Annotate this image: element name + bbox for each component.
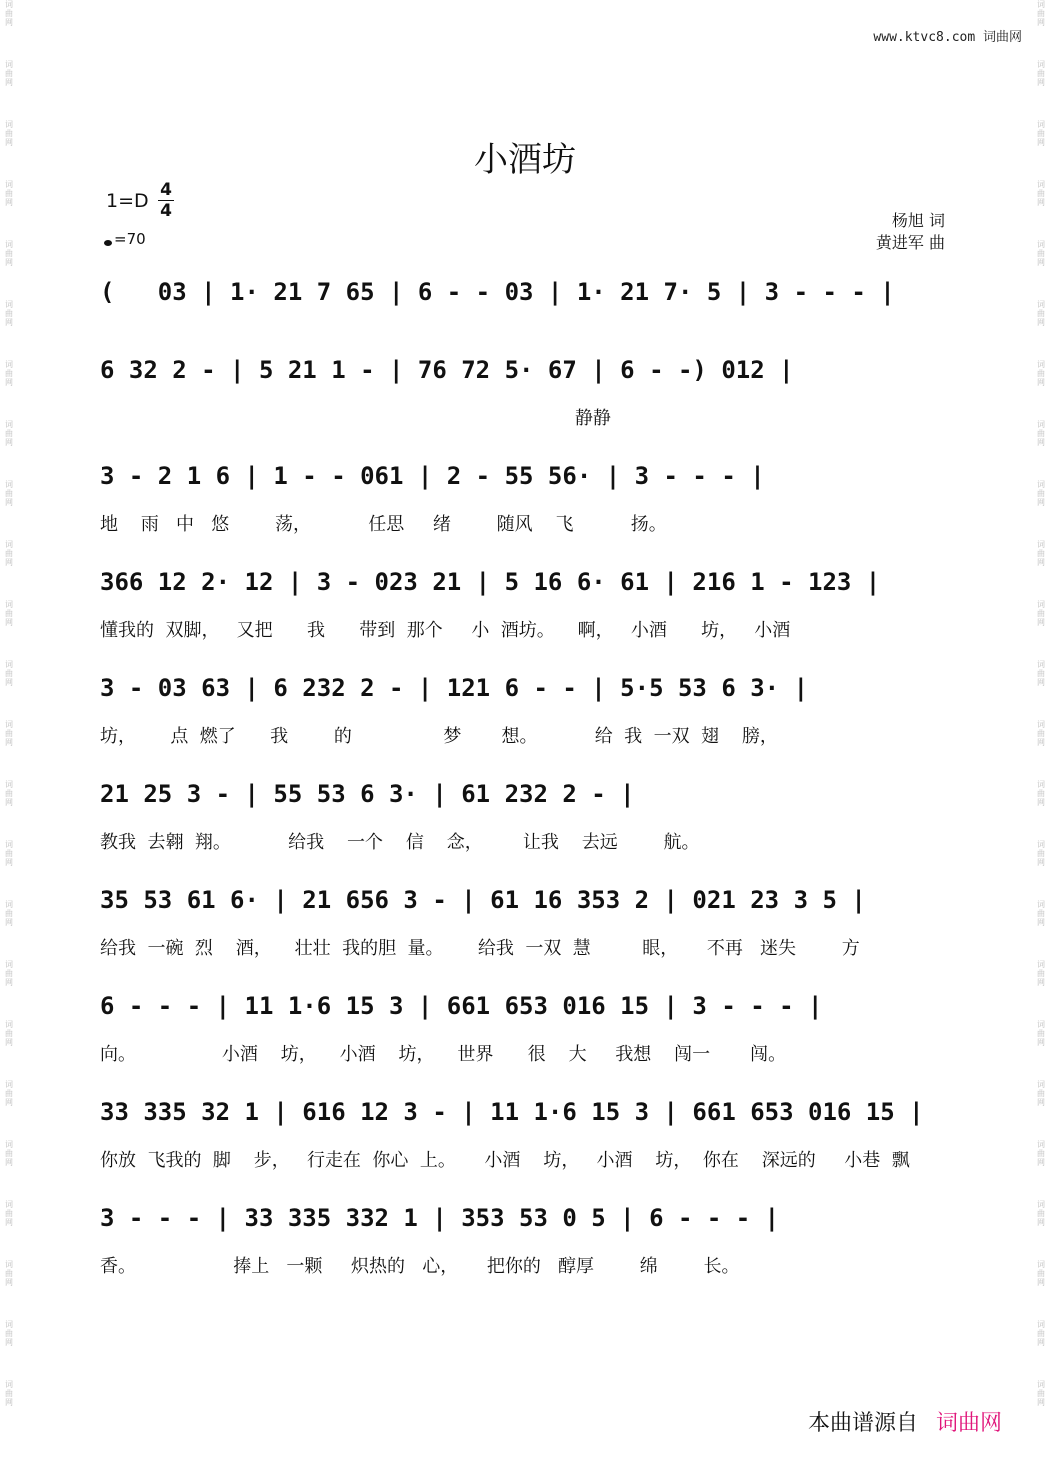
score-system-4 <box>100 562 950 642</box>
key-signature: 1=D <box>106 190 149 212</box>
time-signature-bottom: 4 <box>160 201 172 221</box>
watermark-char: 网 <box>5 78 13 87</box>
watermark-char: 曲 <box>5 1329 13 1338</box>
watermark-char: 词 <box>5 300 13 309</box>
lyrics-line: 向。 小酒 坊， 小酒 坊， 世界 很 大 我想 闯一 闯。 <box>100 1044 787 1065</box>
watermark-char: 曲 <box>5 789 13 798</box>
watermark-char: 曲 <box>1037 849 1045 858</box>
watermark-char: 词 <box>5 600 13 609</box>
watermark-char: 词 <box>5 60 13 69</box>
watermark-char: 词 <box>1037 1260 1045 1269</box>
watermark-char: 曲 <box>5 189 13 198</box>
watermark-char: 网 <box>1037 858 1045 867</box>
watermark-char: 词 <box>1037 420 1045 429</box>
watermark-mark <box>2 300 16 327</box>
watermark-char: 曲 <box>5 9 13 18</box>
watermark-char: 曲 <box>5 669 13 678</box>
watermark-char: 网 <box>5 1278 13 1287</box>
score-system-3 <box>100 456 950 536</box>
watermark-mark <box>2 900 16 927</box>
watermark-char: 曲 <box>5 849 13 858</box>
watermark-char: 网 <box>5 1338 13 1347</box>
watermark-char: 曲 <box>5 909 13 918</box>
watermark-mark <box>2 1320 16 1347</box>
watermark-mark <box>2 180 16 207</box>
tempo-value: =70 <box>114 230 146 248</box>
watermark-char: 网 <box>1037 138 1045 147</box>
watermark-char: 词 <box>1037 960 1045 969</box>
watermark-char: 词 <box>5 120 13 129</box>
watermark-char: 曲 <box>1037 729 1045 738</box>
watermark-char: 网 <box>5 378 13 387</box>
watermark-char: 网 <box>5 18 13 27</box>
notation-line: 21 25 3 - | 55 53 6 3· | 61 232 2 - | <box>100 780 635 808</box>
watermark-char: 词 <box>1037 1020 1045 1029</box>
watermark-mark <box>2 660 16 687</box>
score-system-9 <box>100 1092 950 1172</box>
watermark-mark <box>2 600 16 627</box>
watermark-char: 曲 <box>1037 1209 1045 1218</box>
watermark-mark <box>2 1260 16 1287</box>
lyrics-line: 香。 捧上 一颗 炽热的 心， 把你的 醇厚 绵 长。 <box>100 1256 740 1277</box>
notation-line: 366 12 2· 12 | 3 - 023 21 | 5 16 6· 61 | 216 1 - 123 | <box>100 568 881 596</box>
source-label: 本曲谱源自 <box>807 1411 918 1436</box>
tempo-marking <box>104 230 146 248</box>
watermark-char: 词 <box>1037 120 1045 129</box>
watermark-char: 词 <box>1037 660 1045 669</box>
notation-line: 3 - 03 63 | 6 232 2 - | 121 6 - - | 5·5 53 6 3· | <box>100 674 809 702</box>
watermark-char: 词 <box>5 960 13 969</box>
notation-line: 33 335 32 1 | 616 12 3 - | 11 1·6 15 3 | 661 653 016 15 | <box>100 1098 924 1126</box>
watermark-char: 词 <box>1037 900 1045 909</box>
watermark-mark <box>2 0 16 27</box>
watermark-char: 词 <box>5 420 13 429</box>
watermark-char: 网 <box>5 738 13 747</box>
watermark-char: 网 <box>5 978 13 987</box>
score-system-8 <box>100 986 950 1066</box>
notation-line: 6 32 2 - | 5 21 1 - | 76 72 5· 67 | 6 - -) 012 | <box>100 356 794 384</box>
composer-credit: 黄进军 曲 <box>875 233 945 252</box>
watermark-char: 曲 <box>5 489 13 498</box>
watermark-char: 网 <box>1037 1278 1045 1287</box>
watermark-char: 词 <box>5 360 13 369</box>
notation-line: ( 03 | 1· 21 7 65 | 6 - - 03 | 1· 21 7· 5 | 3 - - - | <box>100 278 895 306</box>
watermark-char: 曲 <box>1037 1149 1045 1158</box>
watermark-mark <box>2 1380 16 1407</box>
watermark-mark <box>1034 420 1048 447</box>
watermark-char: 词 <box>1037 1200 1045 1209</box>
website-url[interactable]: www.ktvc8.com 词曲网 <box>873 30 1022 45</box>
watermark-char: 曲 <box>1037 189 1045 198</box>
watermark-char: 曲 <box>5 249 13 258</box>
watermark-char: 曲 <box>1037 429 1045 438</box>
watermark-char: 词 <box>5 900 13 909</box>
song-title: 小酒坊 <box>474 140 576 180</box>
watermark-char: 曲 <box>1037 129 1045 138</box>
watermark-char: 曲 <box>5 429 13 438</box>
watermark-char: 网 <box>1037 918 1045 927</box>
notation-line: 6 - - - | 11 1·6 15 3 | 661 653 016 15 | 3 - - - | <box>100 992 823 1020</box>
watermark-char: 网 <box>5 438 13 447</box>
watermark-mark <box>2 360 16 387</box>
watermark-char: 网 <box>1037 258 1045 267</box>
watermark-char: 词 <box>5 1320 13 1329</box>
watermark-char: 网 <box>5 1218 13 1227</box>
watermark-char: 词 <box>5 660 13 669</box>
watermark-mark <box>2 60 16 87</box>
watermark-char: 词 <box>5 1260 13 1269</box>
watermark-mark <box>1034 780 1048 807</box>
score-system-5 <box>100 668 950 748</box>
lyrics-line: 给我 一碗 烈 酒， 壮壮 我的胆 量。 给我 一双 慧 眼， 不再 迷失 方 <box>100 938 860 959</box>
watermark-char: 曲 <box>1037 1089 1045 1098</box>
watermark-mark <box>1034 1200 1048 1227</box>
lyrics-line: 地 雨 中 悠 荡， 任思 绪 随风 飞 扬。 <box>100 514 667 535</box>
watermark-char: 曲 <box>5 609 13 618</box>
watermark-char: 词 <box>1037 1380 1045 1389</box>
watermark-char: 词 <box>1037 180 1045 189</box>
watermark-char: 曲 <box>1037 549 1045 558</box>
score-system-6 <box>100 774 950 854</box>
score-system-7 <box>100 880 950 960</box>
watermark-char: 曲 <box>1037 249 1045 258</box>
watermark-mark <box>1034 360 1048 387</box>
watermark-char: 词 <box>1037 840 1045 849</box>
watermark-char: 网 <box>1037 438 1045 447</box>
credits <box>876 210 945 254</box>
watermark-char: 曲 <box>1037 669 1045 678</box>
watermark-char: 网 <box>5 258 13 267</box>
watermark-char: 词 <box>1037 60 1045 69</box>
watermark-char: 曲 <box>1037 1329 1045 1338</box>
watermark-mark <box>2 240 16 267</box>
watermark-char: 曲 <box>5 69 13 78</box>
watermark-char: 词 <box>1037 1320 1045 1329</box>
notation-line: 3 - - - | 33 335 332 1 | 353 53 0 5 | 6 - - - | <box>100 1204 780 1232</box>
watermark-mark <box>2 780 16 807</box>
watermark-mark <box>1034 240 1048 267</box>
watermark-char: 曲 <box>5 1389 13 1398</box>
watermark-char: 曲 <box>5 1149 13 1158</box>
time-signature-top: 4 <box>160 180 172 200</box>
watermark-char: 网 <box>1037 978 1045 987</box>
watermark-char: 词 <box>1037 360 1045 369</box>
lyrics-line: 懂我的 双脚， 又把 我 带到 那个 小 酒坊。 啊， 小酒 坊， 小酒 <box>100 620 791 641</box>
watermark-char: 网 <box>5 558 13 567</box>
lyricist-credit: 杨旭 词 <box>891 211 945 230</box>
right-watermark-strip <box>1034 0 1048 1465</box>
watermark-char: 网 <box>1037 738 1045 747</box>
watermark-mark <box>1034 660 1048 687</box>
watermark-char: 网 <box>1037 1218 1045 1227</box>
watermark-mark <box>1034 900 1048 927</box>
watermark-char: 词 <box>1037 240 1045 249</box>
watermark-mark <box>1034 720 1048 747</box>
watermark-char: 网 <box>5 318 13 327</box>
watermark-char: 网 <box>1037 1158 1045 1167</box>
watermark-char: 网 <box>1037 498 1045 507</box>
watermark-mark <box>2 420 16 447</box>
watermark-mark <box>1034 600 1048 627</box>
watermark-char: 网 <box>5 1158 13 1167</box>
watermark-char: 词 <box>1037 0 1045 9</box>
watermark-char: 词 <box>5 720 13 729</box>
watermark-mark <box>1034 1260 1048 1287</box>
watermark-char: 词 <box>1037 600 1045 609</box>
watermark-char: 网 <box>1037 678 1045 687</box>
watermark-mark <box>1034 1140 1048 1167</box>
watermark-char: 曲 <box>1037 1389 1045 1398</box>
watermark-mark <box>1034 180 1048 207</box>
score-system-1 <box>100 272 950 326</box>
watermark-char: 曲 <box>1037 309 1045 318</box>
watermark-char: 词 <box>5 780 13 789</box>
watermark-char: 曲 <box>1037 369 1045 378</box>
watermark-char: 曲 <box>5 309 13 318</box>
watermark-mark <box>1034 1320 1048 1347</box>
watermark-char: 网 <box>5 858 13 867</box>
watermark-char: 曲 <box>1037 489 1045 498</box>
watermark-char: 网 <box>1037 1338 1045 1347</box>
watermark-char: 曲 <box>1037 1029 1045 1038</box>
watermark-char: 词 <box>5 1140 13 1149</box>
watermark-mark <box>2 960 16 987</box>
watermark-char: 词 <box>5 480 13 489</box>
watermark-char: 曲 <box>1037 1269 1045 1278</box>
watermark-char: 曲 <box>5 549 13 558</box>
watermark-char: 曲 <box>5 1029 13 1038</box>
watermark-char: 网 <box>1037 1098 1045 1107</box>
lyrics-line: 你放 飞我的 脚 步， 行走在 你心 上。 小酒 坊， 小酒 坊， 你在 深远的 小巷 飘 <box>100 1150 910 1171</box>
watermark-char: 曲 <box>5 1209 13 1218</box>
watermark-mark <box>1034 840 1048 867</box>
watermark-char: 词 <box>5 180 13 189</box>
watermark-char: 词 <box>1037 780 1045 789</box>
watermark-mark <box>1034 0 1048 27</box>
watermark-char: 网 <box>5 498 13 507</box>
watermark-char: 网 <box>5 618 13 627</box>
watermark-char: 词 <box>1037 300 1045 309</box>
watermark-char: 曲 <box>5 1089 13 1098</box>
watermark-mark <box>1034 60 1048 87</box>
watermark-mark <box>2 1080 16 1107</box>
watermark-char: 网 <box>1037 558 1045 567</box>
watermark-char: 网 <box>1037 78 1045 87</box>
watermark-char: 网 <box>1037 378 1045 387</box>
watermark-char: 词 <box>1037 720 1045 729</box>
watermark-char: 曲 <box>5 729 13 738</box>
watermark-char: 网 <box>5 138 13 147</box>
watermark-char: 网 <box>5 198 13 207</box>
watermark-char: 词 <box>5 240 13 249</box>
watermark-mark <box>2 480 16 507</box>
quarter-note-icon <box>104 240 112 246</box>
lyrics-line: 坊， 点 燃了 我 的 梦 想。 给 我 一双 翅 膀， <box>100 726 778 747</box>
watermark-mark <box>1034 1380 1048 1407</box>
time-signature <box>158 180 174 221</box>
watermark-char: 词 <box>5 1020 13 1029</box>
lyrics-line: 静静 <box>100 408 611 429</box>
watermark-char: 网 <box>5 1098 13 1107</box>
watermark-char: 曲 <box>1037 969 1045 978</box>
watermark-char: 曲 <box>5 1269 13 1278</box>
notation-line: 35 53 61 6· | 21 656 3 - | 61 16 353 2 | 021 23 3 5 | <box>100 886 866 914</box>
watermark-char: 网 <box>5 798 13 807</box>
watermark-char: 词 <box>5 1380 13 1389</box>
watermark-char: 词 <box>5 840 13 849</box>
watermark-char: 曲 <box>1037 9 1045 18</box>
watermark-char: 网 <box>1037 18 1045 27</box>
watermark-char: 词 <box>5 1200 13 1209</box>
watermark-char: 网 <box>5 678 13 687</box>
score-system-2 <box>100 350 950 430</box>
notation-line: 3 - 2 1 6 | 1 - - 061 | 2 - 55 56· | 3 - - - | <box>100 462 765 490</box>
watermark-char: 网 <box>1037 318 1045 327</box>
watermark-mark <box>1034 1080 1048 1107</box>
source-footer <box>808 1406 1002 1437</box>
watermark-mark <box>2 720 16 747</box>
watermark-char: 词 <box>1037 1140 1045 1149</box>
watermark-char: 词 <box>5 1080 13 1089</box>
watermark-char: 网 <box>1037 1038 1045 1047</box>
watermark-char: 词 <box>1037 480 1045 489</box>
watermark-mark <box>1034 540 1048 567</box>
watermark-mark <box>2 540 16 567</box>
watermark-char: 网 <box>1037 798 1045 807</box>
watermark-char: 曲 <box>5 129 13 138</box>
watermark-mark <box>2 1140 16 1167</box>
watermark-char: 词 <box>1037 1080 1045 1089</box>
watermark-char: 网 <box>1037 198 1045 207</box>
watermark-mark <box>1034 1020 1048 1047</box>
watermark-char: 词 <box>5 540 13 549</box>
watermark-mark <box>1034 480 1048 507</box>
source-brand-link[interactable]: 词曲网 <box>935 1411 1002 1436</box>
watermark-char: 曲 <box>1037 609 1045 618</box>
left-watermark-strip <box>2 0 16 1465</box>
watermark-mark <box>2 1200 16 1227</box>
watermark-char: 网 <box>1037 618 1045 627</box>
lyrics-line: 教我 去翱 翔。 给我 一个 信 念， 让我 去远 航。 <box>100 832 700 853</box>
watermark-char: 网 <box>5 918 13 927</box>
watermark-char: 曲 <box>5 969 13 978</box>
watermark-mark <box>1034 960 1048 987</box>
watermark-char: 网 <box>5 1038 13 1047</box>
watermark-mark <box>1034 300 1048 327</box>
watermark-char: 词 <box>5 0 13 9</box>
score-system-10 <box>100 1198 950 1278</box>
watermark-char: 网 <box>1037 1398 1045 1407</box>
watermark-char: 曲 <box>1037 909 1045 918</box>
watermark-char: 曲 <box>1037 69 1045 78</box>
watermark-char: 词 <box>1037 540 1045 549</box>
watermark-mark <box>2 840 16 867</box>
watermark-char: 网 <box>5 1398 13 1407</box>
watermark-char: 曲 <box>5 369 13 378</box>
watermark-char: 曲 <box>1037 789 1045 798</box>
watermark-mark <box>2 1020 16 1047</box>
